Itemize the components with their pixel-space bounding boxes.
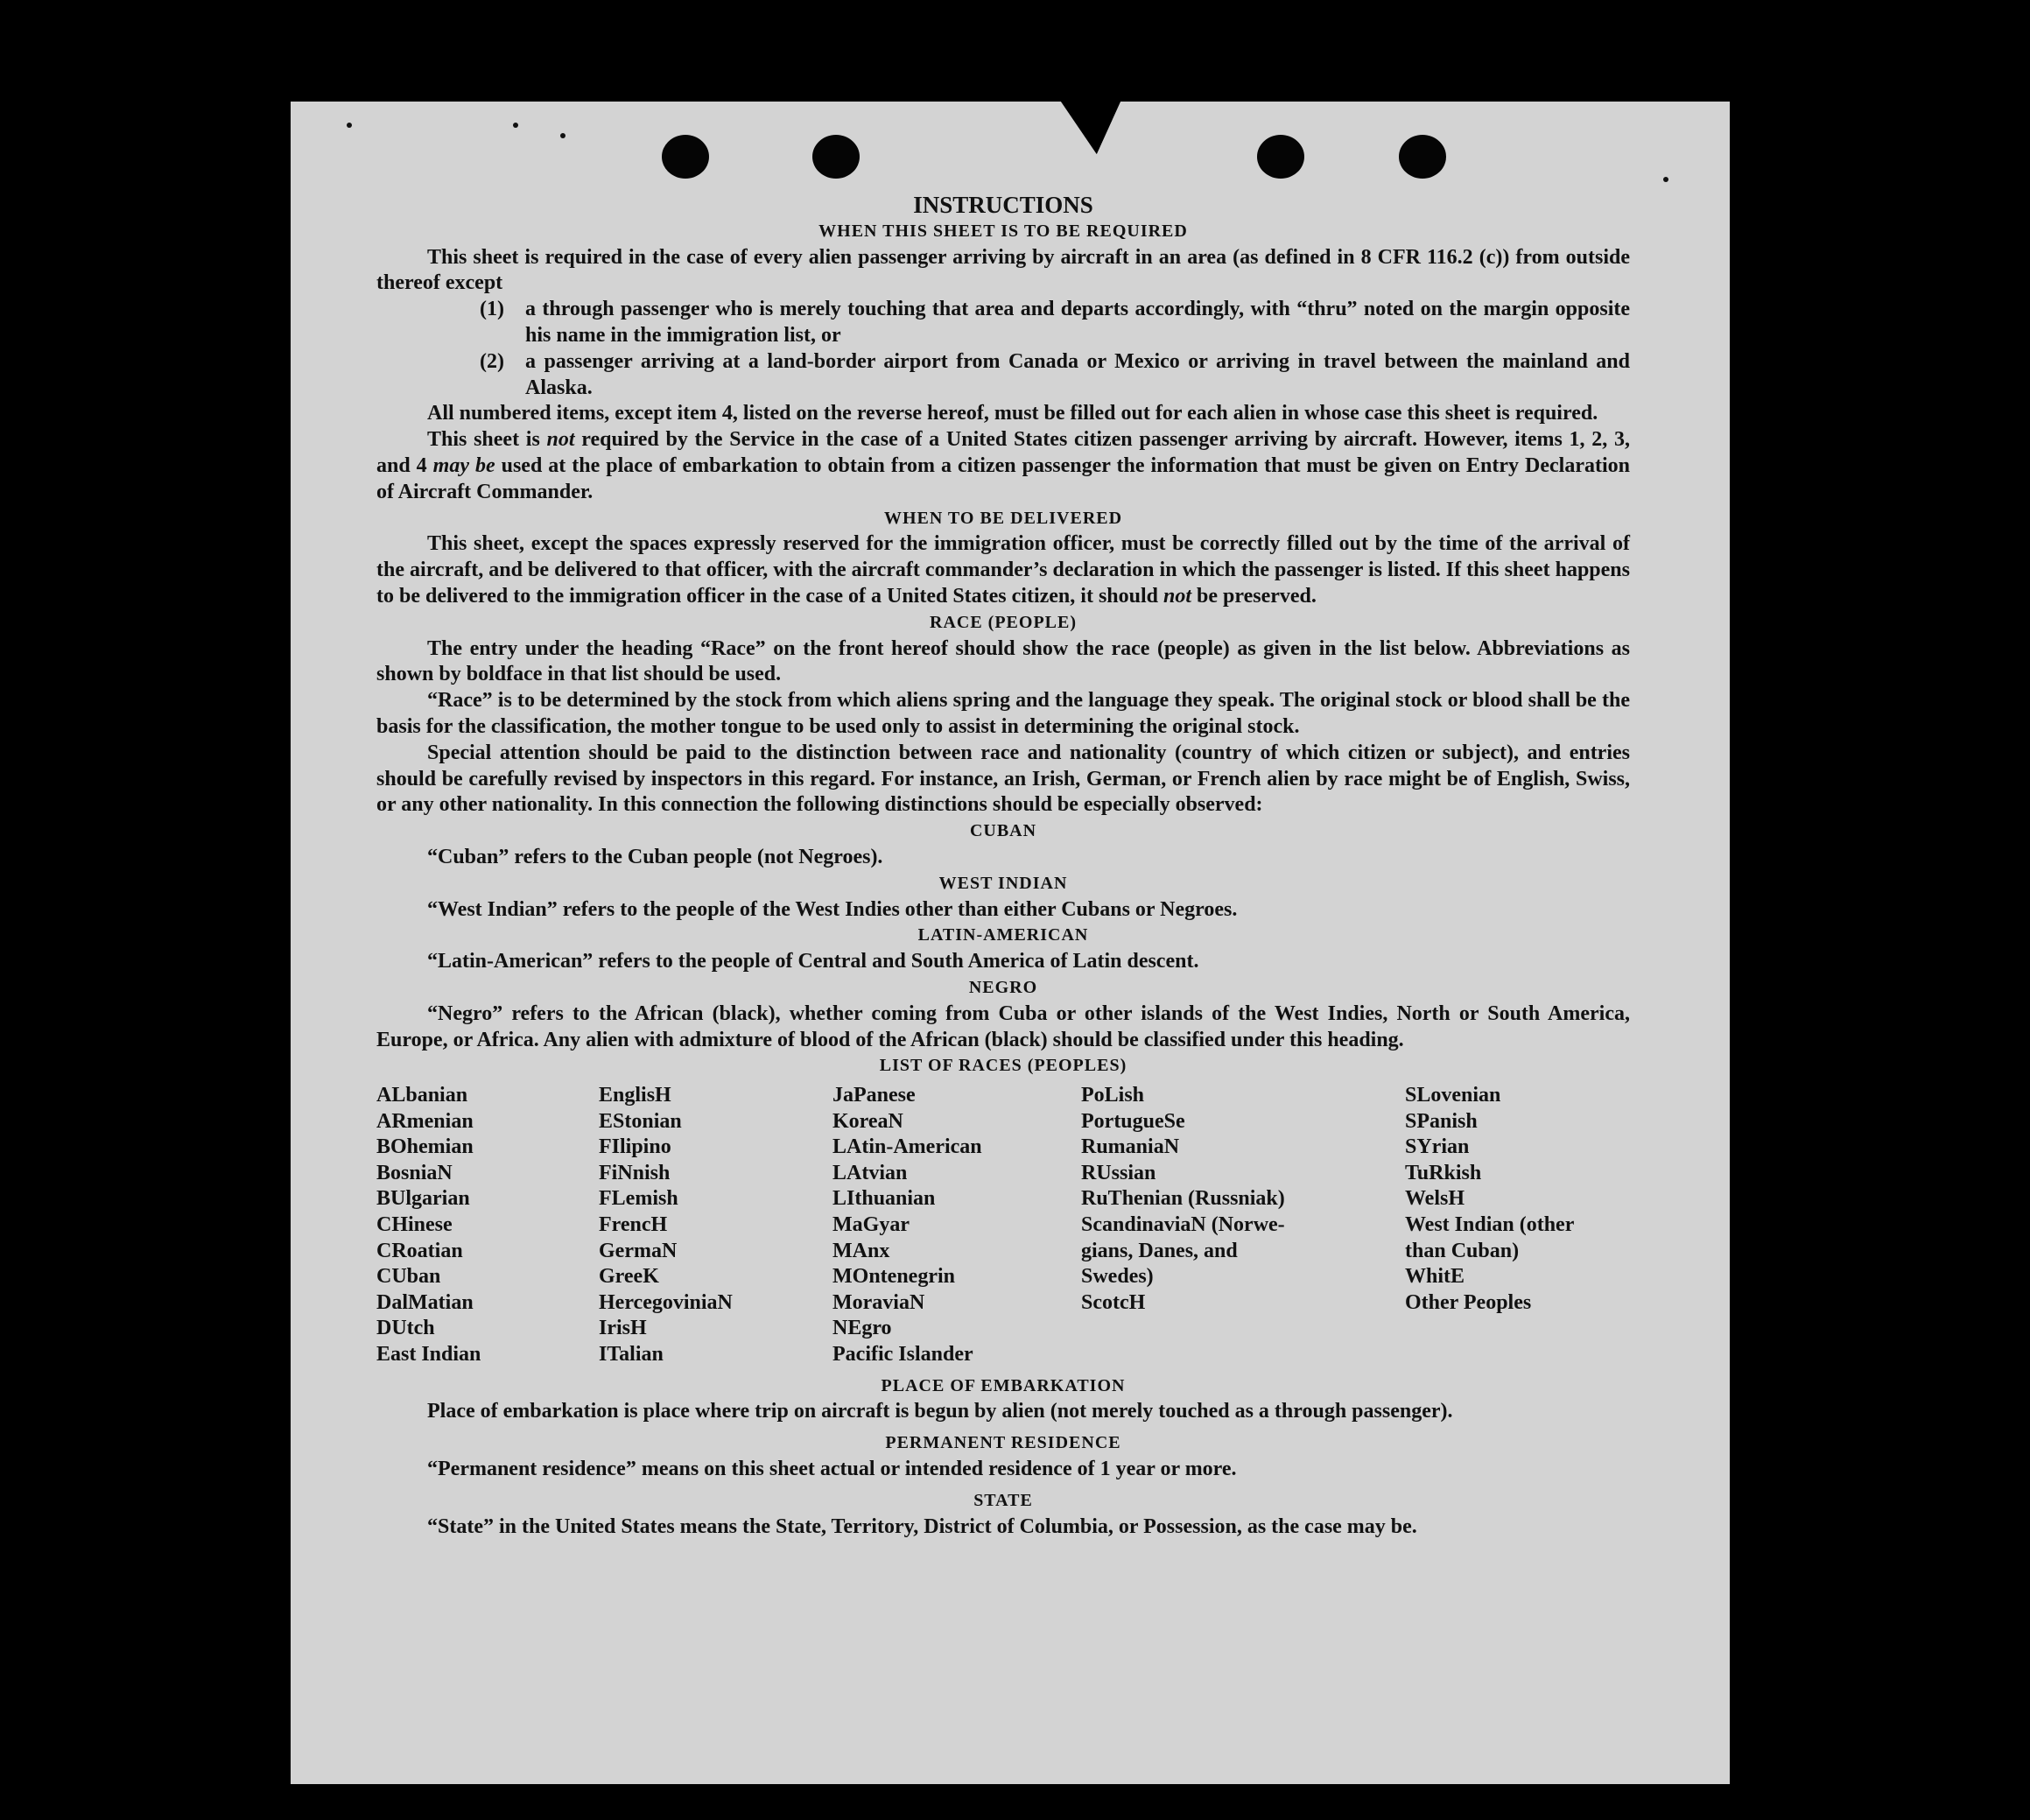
speck <box>513 123 518 128</box>
race-entry: RuThenian (Russniak) <box>1081 1187 1285 1211</box>
race-entry: SLovenian <box>1405 1084 1501 1107</box>
race-entry: RumaniaN <box>1081 1135 1180 1159</box>
race-entry: ITalian <box>599 1343 664 1367</box>
speck <box>560 133 565 138</box>
race-entry: GreeK <box>599 1265 659 1289</box>
race-entry: LAtvian <box>832 1161 908 1184</box>
paragraph: The entry under the heading “Race” on the front hereof should show the race (people) as given in the list below. Abbreviations as shown by boldface in that list should be used. <box>376 636 1630 686</box>
race-entry: LAtin-American <box>832 1135 982 1159</box>
document-sheet <box>291 102 1730 1784</box>
race-entry: FrencH <box>599 1213 668 1237</box>
race-entry: CRoatian <box>376 1239 463 1262</box>
heading-state: STATE <box>973 1490 1033 1510</box>
races-column <box>376 1083 599 1368</box>
paragraph: “State” in the United States means the State, Territory, District of Columbia, or Possession, as the case may be. <box>427 1514 1417 1538</box>
paragraph: This sheet is not required by the Service in the case of a United States citizen passenger arriving by aircraft. However, items 1, 2, 3, and 4 may be used at the place of embarkation to obtain from a citizen passenger the information that must be given on Entry Declaration of Aircraft Commander. <box>376 428 1631 503</box>
race-entry: NEgro <box>832 1317 892 1340</box>
heading-place-of-embarkation: PLACE OF EMBARKATION <box>881 1375 1126 1395</box>
heading-race: RACE (PEOPLE) <box>930 612 1077 632</box>
heading-permanent-residence: PERMANENT RESIDENCE <box>885 1433 1121 1453</box>
race-entry: ALbanian <box>376 1084 468 1107</box>
races-table <box>376 1083 1630 1368</box>
exception-item: (2) a passenger arriving at a land-border airport from Canada or Mexico or arriving in travel between the mainland and Alaska. <box>480 349 1630 399</box>
race-entry: FLemish <box>599 1187 678 1211</box>
race-entry: MoraviaN <box>832 1290 925 1314</box>
race-entry: gians, Danes, and <box>1081 1239 1238 1262</box>
heading-latin-american: LATIN-AMERICAN <box>917 925 1089 945</box>
punch-hole <box>662 135 709 179</box>
race-entry: BOhemian <box>376 1135 474 1159</box>
race-entry: MOntenegrin <box>832 1265 955 1289</box>
paragraph: “West Indian” refers to the people of the West Indies other than either Cubans or Negroes. <box>427 897 1238 921</box>
race-entry: than Cuban) <box>1405 1239 1520 1262</box>
heading-when-delivered: WHEN TO BE DELIVERED <box>883 508 1123 528</box>
race-entry: DalMatian <box>376 1290 474 1314</box>
speck <box>347 123 352 128</box>
race-entry: Swedes) <box>1081 1265 1154 1289</box>
race-entry: LIthuanian <box>832 1187 936 1211</box>
race-entry: MaGyar <box>832 1213 910 1237</box>
race-entry: CUban <box>376 1265 441 1289</box>
race-entry: EnglisH <box>599 1084 671 1107</box>
race-entry: ARmenian <box>376 1109 474 1133</box>
race-entry: FIlipino <box>599 1135 671 1159</box>
title: INSTRUCTIONS <box>913 192 1093 218</box>
race-entry: WelsH <box>1405 1187 1465 1211</box>
heading-negro: NEGRO <box>968 977 1038 997</box>
race-entry: PortugueSe <box>1081 1109 1185 1133</box>
paragraph: Special attention should be paid to the distinction between race and nationality (country of which citizen or subject), and entries should be carefully revised by inspectors in this regard. For instance, an Irish, German, or French alien by race might be of English, Swiss, or any other nationality. In this connection the following distinctions should be especially observed: <box>376 741 1630 817</box>
race-entry: EStonian <box>599 1109 682 1133</box>
race-entry: HercegoviniaN <box>599 1290 733 1314</box>
paragraph: This sheet is required in the case of every alien passenger arriving by aircraft in an area (as defined in 8 CFR 116.2 (c)) from outside thereof except <box>376 245 1630 295</box>
race-entry: BosniaN <box>376 1161 453 1184</box>
races-column <box>832 1083 1081 1368</box>
paragraph: “Negro” refers to the African (black), whether coming from Cuba or other islands of the West Indies, North or South America, Europe, or Africa. Any alien with admixture of blood of the African (black) should be classified under this heading. <box>376 1001 1630 1051</box>
races-column <box>599 1083 832 1368</box>
race-entry: RUssian <box>1081 1161 1156 1184</box>
heading-west-indian: WEST INDIAN <box>938 873 1068 893</box>
race-entry: SPanish <box>1405 1109 1478 1133</box>
paragraph: Place of embarkation is place where trip on aircraft is begun by alien (not merely touched as a through passenger). <box>427 1400 1453 1423</box>
race-entry: PoLish <box>1081 1084 1145 1107</box>
race-entry: FiNnish <box>599 1161 671 1184</box>
punch-hole <box>1257 135 1304 179</box>
race-entry: WhitE <box>1405 1265 1465 1289</box>
race-entry: East Indian <box>376 1343 481 1367</box>
race-entry: CHinese <box>376 1213 453 1237</box>
heading-list-of-races: LIST OF RACES (PEOPLES) <box>879 1056 1127 1076</box>
race-entry: West Indian (other <box>1405 1213 1575 1237</box>
paragraph: “Latin-American” refers to the people of Central and South America of Latin descent. <box>427 950 1199 973</box>
race-entry: TuRkish <box>1405 1161 1482 1184</box>
race-entry: GermaN <box>599 1239 678 1262</box>
paragraph: This sheet, except the spaces expressly reserved for the immigration officer, must be correctly filled out by the time of the arrival of the aircraft, and be delivered to that officer, with the aircraft commander’s declaration in which the passenger is listed. If this sheet happens to be delivered to the immigration officer in the case of a United States citizen, it should not be preserved. <box>376 532 1630 608</box>
race-entry: Pacific Islander <box>832 1343 973 1367</box>
heading-cuban: CUBAN <box>969 821 1037 841</box>
instructions-body <box>376 193 1630 1540</box>
race-entry: KoreaN <box>832 1109 903 1133</box>
race-entry: IrisH <box>599 1317 647 1340</box>
paragraph: “Race” is to be determined by the stock from which aliens spring and the language they speak. The original stock or blood shall be the basis for the classification, the mother tongue to be used only to assist in determining the original stock. <box>376 689 1630 738</box>
speck <box>1663 177 1668 182</box>
paragraph: All numbered items, except item 4, listed on the reverse hereof, must be filled out for each alien in whose case this sheet is required. <box>427 402 1598 425</box>
race-entry: SYrian <box>1405 1135 1470 1159</box>
exception-item: (1) a through passenger who is merely touching that area and departs accordingly, with “thru” noted on the margin opposite his name in the immigration list, or <box>480 298 1630 347</box>
race-entry: Other Peoples <box>1405 1290 1532 1314</box>
race-entry: MAnx <box>832 1239 890 1262</box>
heading-when-required: WHEN THIS SHEET IS TO BE REQUIRED <box>818 221 1188 241</box>
race-entry: JaPanese <box>832 1084 916 1107</box>
paragraph: “Permanent residence” means on this sheet actual or intended residence of 1 year or more. <box>427 1458 1237 1481</box>
races-column <box>1405 1083 1630 1368</box>
punch-hole <box>812 135 860 179</box>
punch-hole <box>1399 135 1446 179</box>
race-entry: ScandinaviaN (Norwe- <box>1081 1213 1285 1237</box>
race-entry: DUtch <box>376 1317 435 1340</box>
race-entry: ScotcH <box>1081 1290 1146 1314</box>
torn-notch <box>1061 102 1120 154</box>
race-entry: BUlgarian <box>376 1187 470 1211</box>
paragraph: “Cuban” refers to the Cuban people (not Negroes). <box>427 845 883 868</box>
races-column <box>1081 1083 1405 1368</box>
